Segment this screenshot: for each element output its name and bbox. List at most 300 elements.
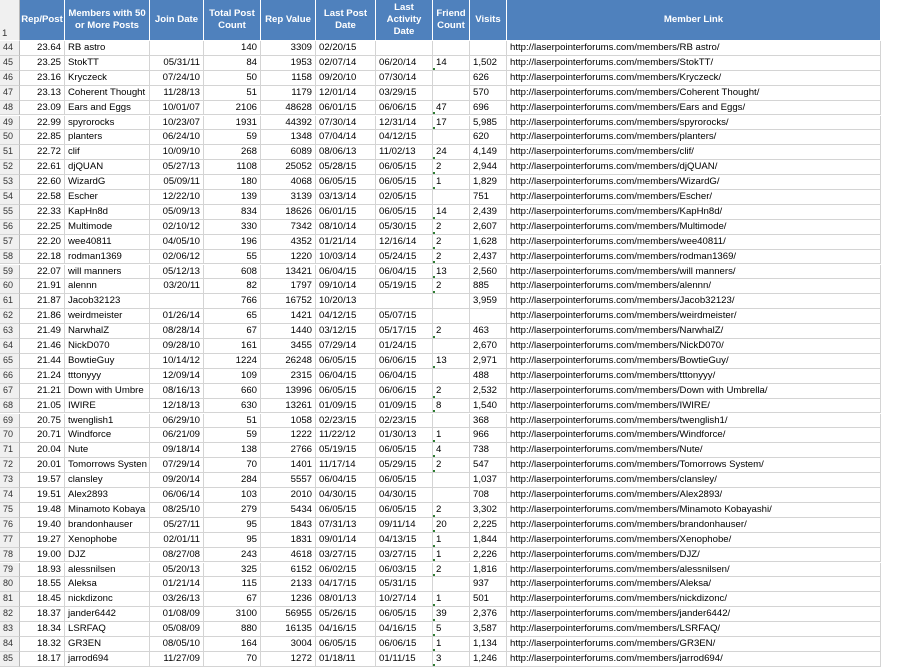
cell-rep-per-post[interactable]: 21.91: [20, 279, 65, 294]
cell-rep-per-post[interactable]: 18.45: [20, 592, 65, 607]
cell-rep-per-post[interactable]: 21.86: [20, 309, 65, 324]
cell-rep-value[interactable]: 1179: [261, 86, 316, 101]
cell-member-name[interactable]: tttonyyy: [65, 369, 150, 384]
cell-visits[interactable]: 1,816: [470, 563, 507, 578]
cell-total-post-count[interactable]: 325: [204, 563, 261, 578]
cell-friend-count[interactable]: 2: [433, 279, 470, 294]
cell-join-date[interactable]: 04/05/10: [150, 235, 204, 250]
cell-member-name[interactable]: Kryczeck: [65, 71, 150, 86]
cell-visits[interactable]: 2,225: [470, 518, 507, 533]
cell-last-post-date[interactable]: 03/13/14: [316, 190, 376, 205]
cell-last-post-date[interactable]: 11/17/14: [316, 458, 376, 473]
cell-rep-value[interactable]: 1272: [261, 652, 316, 667]
cell-total-post-count[interactable]: 55: [204, 250, 261, 265]
cell-last-post-date[interactable]: 10/20/13: [316, 294, 376, 309]
cell-friend-count[interactable]: [433, 309, 470, 324]
cell-last-activity-date[interactable]: 06/04/15: [376, 369, 433, 384]
cell-row-number[interactable]: 50: [0, 130, 20, 145]
cell-join-date[interactable]: 10/09/10: [150, 145, 204, 160]
cell-member-name[interactable]: nickdizonc: [65, 592, 150, 607]
column-header-total-post-count[interactable]: Total Post Count: [204, 0, 261, 41]
cell-member-link[interactable]: http://laserpointerforums.com/members/Tomorrows System/: [507, 458, 881, 473]
column-header-visits[interactable]: Visits: [470, 0, 507, 41]
cell-member-name[interactable]: Escher: [65, 190, 150, 205]
column-header-rep-per-post[interactable]: Rep/Post: [20, 0, 65, 41]
cell-join-date[interactable]: 12/09/14: [150, 369, 204, 384]
column-header-member-link[interactable]: Member Link: [507, 0, 881, 41]
cell-rep-per-post[interactable]: 22.60: [20, 175, 65, 190]
cell-member-name[interactable]: weirdmeister: [65, 309, 150, 324]
cell-rep-value[interactable]: 1222: [261, 428, 316, 443]
cell-member-link[interactable]: http://laserpointerforums.com/members/NarwhalZ/: [507, 324, 881, 339]
cell-row-number[interactable]: 67: [0, 384, 20, 399]
cell-member-name[interactable]: jarrod694: [65, 652, 150, 667]
cell-row-number[interactable]: 72: [0, 458, 20, 473]
cell-last-activity-date[interactable]: 06/05/15: [376, 443, 433, 458]
cell-visits[interactable]: 2,971: [470, 354, 507, 369]
cell-rep-value[interactable]: 2133: [261, 577, 316, 592]
cell-member-name[interactable]: clansley: [65, 473, 150, 488]
cell-row-number[interactable]: 52: [0, 160, 20, 175]
cell-join-date[interactable]: 08/25/10: [150, 503, 204, 518]
cell-rep-per-post[interactable]: 21.46: [20, 339, 65, 354]
cell-row-number[interactable]: 69: [0, 414, 20, 429]
cell-member-link[interactable]: http://laserpointerforums.com/members/Xenophobe/: [507, 533, 881, 548]
cell-member-link[interactable]: http://laserpointerforums.com/members/brandonhauser/: [507, 518, 881, 533]
cell-last-post-date[interactable]: 06/04/15: [316, 473, 376, 488]
cell-rep-per-post[interactable]: 18.32: [20, 637, 65, 652]
cell-rep-value[interactable]: 48628: [261, 101, 316, 116]
cell-rep-per-post[interactable]: 22.72: [20, 145, 65, 160]
cell-rep-value[interactable]: 25052: [261, 160, 316, 175]
cell-total-post-count[interactable]: 330: [204, 220, 261, 235]
cell-last-post-date[interactable]: 08/10/14: [316, 220, 376, 235]
cell-friend-count[interactable]: 1: [433, 548, 470, 563]
cell-visits[interactable]: 1,246: [470, 652, 507, 667]
cell-last-post-date[interactable]: 09/10/14: [316, 279, 376, 294]
cell-member-name[interactable]: planters: [65, 130, 150, 145]
cell-last-post-date[interactable]: 09/01/14: [316, 533, 376, 548]
cell-visits[interactable]: 2,560: [470, 265, 507, 280]
cell-last-post-date[interactable]: 05/28/15: [316, 160, 376, 175]
cell-total-post-count[interactable]: 1931: [204, 116, 261, 131]
cell-member-link[interactable]: http://laserpointerforums.com/members/nickdizonc/: [507, 592, 881, 607]
cell-rep-value[interactable]: 3455: [261, 339, 316, 354]
cell-total-post-count[interactable]: 115: [204, 577, 261, 592]
cell-member-link[interactable]: http://laserpointerforums.com/members/KapHn8d/: [507, 205, 881, 220]
cell-last-activity-date[interactable]: 12/31/14: [376, 116, 433, 131]
cell-total-post-count[interactable]: 279: [204, 503, 261, 518]
cell-member-link[interactable]: http://laserpointerforums.com/members/IWIRE/: [507, 399, 881, 414]
cell-member-name[interactable]: Nute: [65, 443, 150, 458]
cell-member-name[interactable]: NarwhalZ: [65, 324, 150, 339]
cell-rep-value[interactable]: 1236: [261, 592, 316, 607]
cell-friend-count[interactable]: 1: [433, 592, 470, 607]
cell-rep-per-post[interactable]: 20.01: [20, 458, 65, 473]
cell-rep-per-post[interactable]: 21.24: [20, 369, 65, 384]
cell-last-activity-date[interactable]: [376, 294, 433, 309]
cell-last-activity-date[interactable]: 06/05/15: [376, 607, 433, 622]
cell-row-number[interactable]: 85: [0, 652, 20, 667]
cell-join-date[interactable]: 06/06/14: [150, 488, 204, 503]
cell-last-post-date[interactable]: 01/21/14: [316, 235, 376, 250]
cell-total-post-count[interactable]: 1224: [204, 354, 261, 369]
cell-friend-count[interactable]: [433, 369, 470, 384]
cell-row-number[interactable]: 62: [0, 309, 20, 324]
cell-rep-per-post[interactable]: 22.99: [20, 116, 65, 131]
cell-friend-count[interactable]: 5: [433, 622, 470, 637]
cell-rep-per-post[interactable]: 20.04: [20, 443, 65, 458]
cell-visits[interactable]: 2,532: [470, 384, 507, 399]
cell-friend-count[interactable]: 2: [433, 563, 470, 578]
cell-friend-count[interactable]: 1: [433, 637, 470, 652]
cell-visits[interactable]: 488: [470, 369, 507, 384]
cell-member-link[interactable]: http://laserpointerforums.com/members/spyrorocks/: [507, 116, 881, 131]
cell-row-number[interactable]: 77: [0, 533, 20, 548]
cell-member-link[interactable]: http://laserpointerforums.com/members/Nute/: [507, 443, 881, 458]
cell-member-name[interactable]: rodman1369: [65, 250, 150, 265]
cell-friend-count[interactable]: 2: [433, 384, 470, 399]
cell-join-date[interactable]: 01/26/14: [150, 309, 204, 324]
cell-join-date[interactable]: 08/28/14: [150, 324, 204, 339]
cell-friend-count[interactable]: 14: [433, 56, 470, 71]
cell-last-post-date[interactable]: 01/09/15: [316, 399, 376, 414]
cell-row-number[interactable]: 70: [0, 428, 20, 443]
cell-member-link[interactable]: http://laserpointerforums.com/members/jander6442/: [507, 607, 881, 622]
cell-rep-per-post[interactable]: 21.05: [20, 399, 65, 414]
cell-last-activity-date[interactable]: 06/05/15: [376, 205, 433, 220]
cell-visits[interactable]: 738: [470, 443, 507, 458]
cell-rep-per-post[interactable]: 18.93: [20, 563, 65, 578]
cell-rep-per-post[interactable]: 22.20: [20, 235, 65, 250]
cell-total-post-count[interactable]: 284: [204, 473, 261, 488]
cell-total-post-count[interactable]: 109: [204, 369, 261, 384]
cell-member-link[interactable]: http://laserpointerforums.com/members/Jacob32123/: [507, 294, 881, 309]
cell-join-date[interactable]: 02/06/12: [150, 250, 204, 265]
cell-member-name[interactable]: KapHn8d: [65, 205, 150, 220]
cell-last-post-date[interactable]: 06/05/15: [316, 637, 376, 652]
cell-total-post-count[interactable]: 834: [204, 205, 261, 220]
cell-member-link[interactable]: http://laserpointerforums.com/members/Kryczeck/: [507, 71, 881, 86]
cell-member-link[interactable]: http://laserpointerforums.com/members/RB astro/: [507, 41, 881, 56]
cell-last-activity-date[interactable]: 05/17/15: [376, 324, 433, 339]
cell-row-number[interactable]: 76: [0, 518, 20, 533]
cell-visits[interactable]: 3,959: [470, 294, 507, 309]
cell-total-post-count[interactable]: 243: [204, 548, 261, 563]
cell-friend-count[interactable]: [433, 294, 470, 309]
cell-join-date[interactable]: 01/08/09: [150, 607, 204, 622]
cell-visits[interactable]: 3,587: [470, 622, 507, 637]
cell-total-post-count[interactable]: 3100: [204, 607, 261, 622]
cell-friend-count[interactable]: 1: [433, 428, 470, 443]
cell-join-date[interactable]: 10/23/07: [150, 116, 204, 131]
cell-total-post-count[interactable]: 65: [204, 309, 261, 324]
cell-row-number[interactable]: 84: [0, 637, 20, 652]
cell-row-number[interactable]: 71: [0, 443, 20, 458]
cell-join-date[interactable]: 05/08/09: [150, 622, 204, 637]
cell-total-post-count[interactable]: 70: [204, 458, 261, 473]
cell-last-post-date[interactable]: 06/01/15: [316, 205, 376, 220]
cell-rep-per-post[interactable]: 22.61: [20, 160, 65, 175]
cell-member-name[interactable]: djQUAN: [65, 160, 150, 175]
cell-member-link[interactable]: http://laserpointerforums.com/members/clansley/: [507, 473, 881, 488]
cell-member-link[interactable]: http://laserpointerforums.com/members/Minamoto Kobayashi/: [507, 503, 881, 518]
cell-last-post-date[interactable]: 06/05/15: [316, 503, 376, 518]
cell-rep-value[interactable]: 1220: [261, 250, 316, 265]
cell-last-activity-date[interactable]: 05/07/15: [376, 309, 433, 324]
cell-row-number[interactable]: 82: [0, 607, 20, 622]
cell-friend-count[interactable]: 20: [433, 518, 470, 533]
cell-join-date[interactable]: 08/27/08: [150, 548, 204, 563]
cell-join-date[interactable]: 01/21/14: [150, 577, 204, 592]
cell-total-post-count[interactable]: 161: [204, 339, 261, 354]
cell-member-name[interactable]: Coherent Thought: [65, 86, 150, 101]
cell-rep-value[interactable]: 2315: [261, 369, 316, 384]
cell-friend-count[interactable]: [433, 473, 470, 488]
cell-visits[interactable]: 547: [470, 458, 507, 473]
cell-member-link[interactable]: http://laserpointerforums.com/members/DJZ/: [507, 548, 881, 563]
cell-member-name[interactable]: IWIRE: [65, 399, 150, 414]
cell-total-post-count[interactable]: 59: [204, 428, 261, 443]
cell-last-post-date[interactable]: 02/07/14: [316, 56, 376, 71]
cell-rep-per-post[interactable]: 22.18: [20, 250, 65, 265]
cell-member-link[interactable]: http://laserpointerforums.com/members/alessnilsen/: [507, 563, 881, 578]
cell-row-number[interactable]: 64: [0, 339, 20, 354]
cell-member-link[interactable]: http://laserpointerforums.com/members/rodman1369/: [507, 250, 881, 265]
cell-row-number[interactable]: 73: [0, 473, 20, 488]
cell-member-name[interactable]: clif: [65, 145, 150, 160]
cell-rep-value[interactable]: 1158: [261, 71, 316, 86]
cell-join-date[interactable]: 05/20/13: [150, 563, 204, 578]
cell-rep-value[interactable]: 16752: [261, 294, 316, 309]
cell-last-activity-date[interactable]: 11/02/13: [376, 145, 433, 160]
cell-visits[interactable]: 937: [470, 577, 507, 592]
cell-last-post-date[interactable]: 03/12/15: [316, 324, 376, 339]
cell-total-post-count[interactable]: 138: [204, 443, 261, 458]
cell-join-date[interactable]: 07/24/10: [150, 71, 204, 86]
cell-last-post-date[interactable]: 06/04/15: [316, 265, 376, 280]
cell-friend-count[interactable]: [433, 414, 470, 429]
cell-join-date[interactable]: 10/14/12: [150, 354, 204, 369]
cell-join-date[interactable]: 05/09/13: [150, 205, 204, 220]
cell-friend-count[interactable]: [433, 86, 470, 101]
cell-member-link[interactable]: http://laserpointerforums.com/members/djQUAN/: [507, 160, 881, 175]
cell-join-date[interactable]: [150, 41, 204, 56]
cell-friend-count[interactable]: 1: [433, 533, 470, 548]
cell-row-number[interactable]: 68: [0, 399, 20, 414]
cell-rep-per-post[interactable]: 19.57: [20, 473, 65, 488]
cell-rep-per-post[interactable]: 18.34: [20, 622, 65, 637]
cell-member-name[interactable]: spyrorocks: [65, 116, 150, 131]
cell-total-post-count[interactable]: 70: [204, 652, 261, 667]
cell-last-post-date[interactable]: 04/12/15: [316, 309, 376, 324]
cell-member-name[interactable]: Alex2893: [65, 488, 150, 503]
cell-rep-value[interactable]: 7342: [261, 220, 316, 235]
cell-member-name[interactable]: twenglish1: [65, 414, 150, 429]
cell-member-link[interactable]: http://laserpointerforums.com/members/NickD070/: [507, 339, 881, 354]
cell-visits[interactable]: 885: [470, 279, 507, 294]
cell-friend-count[interactable]: 14: [433, 205, 470, 220]
cell-member-name[interactable]: Multimode: [65, 220, 150, 235]
cell-rep-value[interactable]: 2010: [261, 488, 316, 503]
cell-rep-per-post[interactable]: 19.51: [20, 488, 65, 503]
cell-total-post-count[interactable]: 180: [204, 175, 261, 190]
cell-last-post-date[interactable]: 05/26/15: [316, 607, 376, 622]
cell-join-date[interactable]: 10/01/07: [150, 101, 204, 116]
cell-rep-per-post[interactable]: 21.87: [20, 294, 65, 309]
cell-last-activity-date[interactable]: 09/11/14: [376, 518, 433, 533]
cell-visits[interactable]: 1,829: [470, 175, 507, 190]
cell-rep-per-post[interactable]: 21.49: [20, 324, 65, 339]
cell-rep-value[interactable]: 13261: [261, 399, 316, 414]
cell-last-post-date[interactable]: 04/30/15: [316, 488, 376, 503]
cell-visits[interactable]: 2,226: [470, 548, 507, 563]
cell-member-name[interactable]: Aleksa: [65, 577, 150, 592]
cell-last-activity-date[interactable]: 06/06/15: [376, 101, 433, 116]
cell-rep-value[interactable]: 5557: [261, 473, 316, 488]
cell-last-activity-date[interactable]: 04/12/15: [376, 130, 433, 145]
cell-last-post-date[interactable]: 03/27/15: [316, 548, 376, 563]
cell-total-post-count[interactable]: 50: [204, 71, 261, 86]
cell-join-date[interactable]: 05/31/11: [150, 56, 204, 71]
cell-total-post-count[interactable]: 630: [204, 399, 261, 414]
cell-row-number[interactable]: 80: [0, 577, 20, 592]
cell-last-activity-date[interactable]: 01/09/15: [376, 399, 433, 414]
cell-member-link[interactable]: http://laserpointerforums.com/members/LSRFAQ/: [507, 622, 881, 637]
cell-friend-count[interactable]: [433, 71, 470, 86]
cell-last-activity-date[interactable]: 01/30/13: [376, 428, 433, 443]
cell-member-name[interactable]: Minamoto Kobaya: [65, 503, 150, 518]
cell-rep-per-post[interactable]: 18.17: [20, 652, 65, 667]
cell-row-number[interactable]: 57: [0, 235, 20, 250]
cell-member-link[interactable]: http://laserpointerforums.com/members/twenglish1/: [507, 414, 881, 429]
cell-last-post-date[interactable]: 02/20/15: [316, 41, 376, 56]
cell-visits[interactable]: 2,670: [470, 339, 507, 354]
cell-member-name[interactable]: alennn: [65, 279, 150, 294]
cell-total-post-count[interactable]: 139: [204, 190, 261, 205]
cell-last-post-date[interactable]: 06/04/15: [316, 369, 376, 384]
cell-join-date[interactable]: 05/12/13: [150, 265, 204, 280]
cell-member-link[interactable]: http://laserpointerforums.com/members/StokTT/: [507, 56, 881, 71]
cell-member-link[interactable]: http://laserpointerforums.com/members/jarrod694/: [507, 652, 881, 667]
cell-join-date[interactable]: [150, 294, 204, 309]
column-header-member-name[interactable]: Members with 50 or More Posts: [65, 0, 150, 41]
cell-row-number[interactable]: 83: [0, 622, 20, 637]
cell-friend-count[interactable]: 8: [433, 399, 470, 414]
cell-row-number[interactable]: 49: [0, 116, 20, 131]
cell-member-name[interactable]: GR3EN: [65, 637, 150, 652]
cell-join-date[interactable]: 03/20/11: [150, 279, 204, 294]
cell-member-name[interactable]: Ears and Eggs: [65, 101, 150, 116]
cell-row-number[interactable]: 75: [0, 503, 20, 518]
cell-last-activity-date[interactable]: 06/06/15: [376, 354, 433, 369]
cell-last-post-date[interactable]: 09/20/10: [316, 71, 376, 86]
cell-last-activity-date[interactable]: 06/05/15: [376, 473, 433, 488]
cell-visits[interactable]: [470, 309, 507, 324]
cell-member-link[interactable]: http://laserpointerforums.com/members/weirdmeister/: [507, 309, 881, 324]
cell-last-activity-date[interactable]: 04/13/15: [376, 533, 433, 548]
cell-last-post-date[interactable]: 04/16/15: [316, 622, 376, 637]
cell-member-link[interactable]: http://laserpointerforums.com/members/planters/: [507, 130, 881, 145]
cell-rep-value[interactable]: 1348: [261, 130, 316, 145]
cell-rep-per-post[interactable]: 22.58: [20, 190, 65, 205]
cell-last-activity-date[interactable]: 06/06/15: [376, 384, 433, 399]
cell-friend-count[interactable]: 1: [433, 175, 470, 190]
cell-rep-per-post[interactable]: 21.21: [20, 384, 65, 399]
cell-row-number[interactable]: 78: [0, 548, 20, 563]
cell-rep-per-post[interactable]: 23.16: [20, 71, 65, 86]
cell-member-name[interactable]: brandonhauser: [65, 518, 150, 533]
cell-friend-count[interactable]: [433, 339, 470, 354]
cell-last-activity-date[interactable]: 06/20/14: [376, 56, 433, 71]
cell-last-activity-date[interactable]: 05/24/15: [376, 250, 433, 265]
cell-visits[interactable]: 1,844: [470, 533, 507, 548]
cell-last-post-date[interactable]: 07/31/13: [316, 518, 376, 533]
cell-member-link[interactable]: http://laserpointerforums.com/members/GR3EN/: [507, 637, 881, 652]
cell-friend-count[interactable]: [433, 488, 470, 503]
cell-row-number[interactable]: 48: [0, 101, 20, 116]
cell-row-number[interactable]: 79: [0, 563, 20, 578]
cell-rep-per-post[interactable]: 18.55: [20, 577, 65, 592]
cell-total-post-count[interactable]: 880: [204, 622, 261, 637]
cell-member-link[interactable]: http://laserpointerforums.com/members/Alex2893/: [507, 488, 881, 503]
cell-rep-value[interactable]: 13421: [261, 265, 316, 280]
cell-member-link[interactable]: http://laserpointerforums.com/members/Aleksa/: [507, 577, 881, 592]
cell-row-number[interactable]: 45: [0, 56, 20, 71]
cell-last-activity-date[interactable]: 06/04/15: [376, 265, 433, 280]
cell-rep-value[interactable]: 1797: [261, 279, 316, 294]
cell-rep-per-post[interactable]: 22.07: [20, 265, 65, 280]
cell-row-number[interactable]: 60: [0, 279, 20, 294]
cell-friend-count[interactable]: 2: [433, 235, 470, 250]
cell-total-post-count[interactable]: 268: [204, 145, 261, 160]
cell-last-post-date[interactable]: 01/18/11: [316, 652, 376, 667]
cell-row-number[interactable]: 59: [0, 265, 20, 280]
cell-total-post-count[interactable]: 95: [204, 518, 261, 533]
cell-rep-value[interactable]: 4618: [261, 548, 316, 563]
cell-total-post-count[interactable]: 67: [204, 324, 261, 339]
cell-visits[interactable]: 626: [470, 71, 507, 86]
cell-last-activity-date[interactable]: 06/06/15: [376, 637, 433, 652]
cell-last-activity-date[interactable]: 04/30/15: [376, 488, 433, 503]
cell-member-link[interactable]: http://laserpointerforums.com/members/Ears and Eggs/: [507, 101, 881, 116]
cell-rep-value[interactable]: 6152: [261, 563, 316, 578]
cell-member-link[interactable]: http://laserpointerforums.com/members/tttonyyy/: [507, 369, 881, 384]
cell-last-post-date[interactable]: 07/04/14: [316, 130, 376, 145]
cell-row-number[interactable]: 55: [0, 205, 20, 220]
cell-member-name[interactable]: will manners: [65, 265, 150, 280]
cell-last-activity-date[interactable]: 03/29/15: [376, 86, 433, 101]
cell-last-activity-date[interactable]: 01/11/15: [376, 652, 433, 667]
cell-last-post-date[interactable]: 08/06/13: [316, 145, 376, 160]
cell-last-activity-date[interactable]: 04/16/15: [376, 622, 433, 637]
cell-rep-value[interactable]: 1421: [261, 309, 316, 324]
cell-join-date[interactable]: 05/27/11: [150, 518, 204, 533]
cell-join-date[interactable]: 12/22/10: [150, 190, 204, 205]
cell-rep-per-post[interactable]: 22.25: [20, 220, 65, 235]
cell-total-post-count[interactable]: 51: [204, 86, 261, 101]
cell-total-post-count[interactable]: 766: [204, 294, 261, 309]
cell-friend-count[interactable]: 13: [433, 265, 470, 280]
cell-visits[interactable]: 3,302: [470, 503, 507, 518]
cell-rep-value[interactable]: 2766: [261, 443, 316, 458]
cell-member-name[interactable]: StokTT: [65, 56, 150, 71]
cell-visits[interactable]: 463: [470, 324, 507, 339]
cell-row-number[interactable]: 74: [0, 488, 20, 503]
cell-join-date[interactable]: 08/05/10: [150, 637, 204, 652]
cell-friend-count[interactable]: 2: [433, 160, 470, 175]
cell-last-activity-date[interactable]: 07/30/14: [376, 71, 433, 86]
